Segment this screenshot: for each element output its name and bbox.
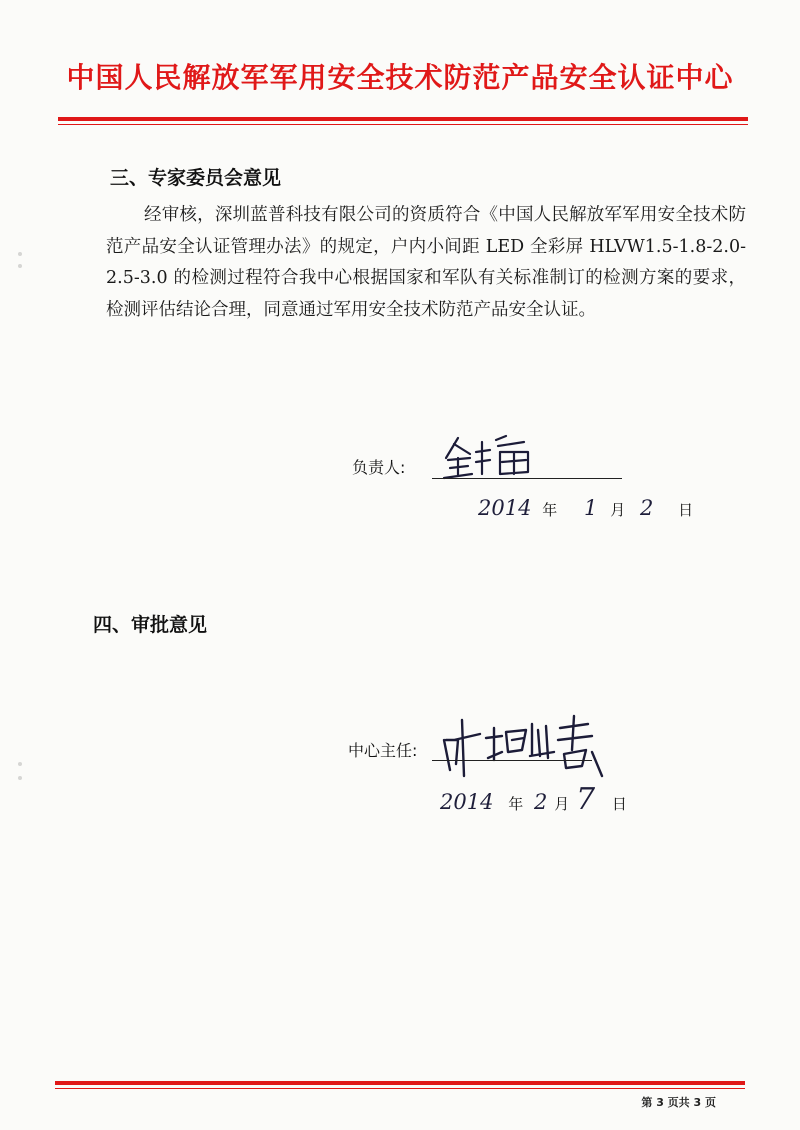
responsible-person-signature [440,428,550,484]
date-month-unit: 月 [554,795,570,813]
header-rule-thick [58,117,748,121]
director-signature-line [432,760,592,761]
date-month: 1 [584,496,598,520]
section3-heading: 三、专家委员会意见 [110,167,282,189]
director-signature [436,710,616,780]
date-day: 7 [575,782,596,817]
date-month: 2 [534,790,548,814]
date-year: 2014 [478,496,532,520]
director-label: 中心主任: [348,741,418,760]
date-month-unit: 月 [610,501,626,519]
expert-opinion-text: 经审核，深圳蓝普科技有限公司的资质符合《中国人民解放军军用安全技术防范产品安全认证管理办法》的规定，户内小间距 LED 全彩屏 HLVW1.5-1.8-2.0-2.5-3.0 的检测过程符合我中心根据国家和军队有关标准制订的检测方案的要求，检测评估结论合理，同意通过军用安全技术防范产品安全认证。 [106,205,746,320]
responsible-person-label: 负责人: [352,458,406,477]
footer-rule-thin [55,1088,745,1089]
responsible-person-signature-line [432,478,622,479]
date-year-unit: 年 [508,795,524,813]
page-number: 第 3 页共 3 页 [641,1096,716,1109]
date-year-unit: 年 [542,501,558,519]
section4-date [440,782,627,817]
date-day-unit: 日 [611,795,627,813]
header-rule-thin [58,124,748,125]
footer-rule-thick [55,1081,745,1085]
date-day-unit: 日 [678,501,694,519]
date-day: 2 [639,496,654,520]
section3-date [478,496,693,520]
date-year: 2014 [440,790,494,814]
org-title: 中国人民解放军军用安全技术防范产品安全认证中心 [66,61,734,94]
section4-heading: 四、审批意见 [93,614,208,636]
